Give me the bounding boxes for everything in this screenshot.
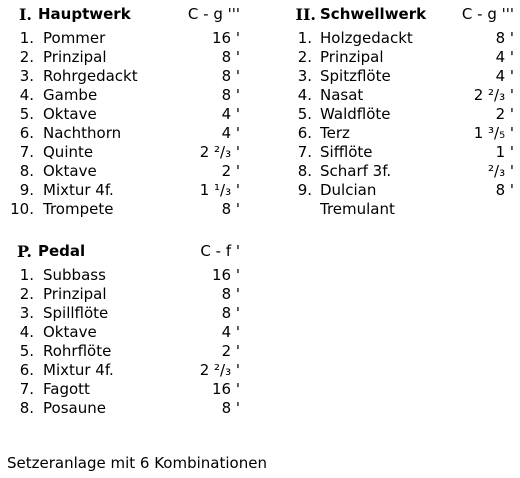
- stop-pitch: 4 ': [221, 105, 240, 123]
- stop-name: Fagott: [43, 380, 90, 398]
- stop-row: [282, 105, 514, 124]
- stop-row: [0, 323, 240, 342]
- stop-row: [0, 124, 240, 143]
- stop-row: [282, 29, 514, 48]
- stop-pitch: 16 ': [212, 380, 240, 398]
- stop-number: 8.: [297, 162, 312, 180]
- division-numeral: P.: [17, 242, 32, 261]
- division-name: Hauptwerk: [38, 5, 131, 23]
- stop-number: 3.: [297, 67, 312, 85]
- stop-pitch: 8 ': [221, 304, 240, 322]
- stop-row: [282, 143, 514, 162]
- stop-row: [282, 162, 514, 181]
- stop-row: [0, 200, 240, 219]
- stop-name: Sifflöte: [320, 143, 373, 161]
- stop-name: Subbass: [43, 266, 106, 284]
- stop-name: Nachthorn: [43, 124, 122, 142]
- stop-number: 1.: [19, 29, 34, 47]
- stop-row: [282, 124, 514, 143]
- stop-name: Terz: [320, 124, 350, 142]
- stop-number: 6.: [297, 124, 312, 142]
- division-header: [0, 5, 240, 29]
- stop-name: Oktave: [43, 323, 97, 341]
- stop-row: [282, 48, 514, 67]
- stop-row: [0, 29, 240, 48]
- stop-pitch: 1 ³/₅ ': [473, 124, 514, 142]
- stop-name: Trompete: [43, 200, 114, 218]
- stop-row: [282, 67, 514, 86]
- stop-name: Prinzipal: [320, 48, 384, 66]
- stop-name: Rohrflöte: [43, 342, 112, 360]
- stop-pitch: 2 ²/₃ ': [199, 143, 240, 161]
- stop-number: 3.: [19, 67, 34, 85]
- stop-name: Scharf 3f.: [320, 162, 392, 180]
- stop-row: [0, 266, 240, 285]
- stop-number: 5.: [19, 105, 34, 123]
- stop-row: [0, 285, 240, 304]
- manual-hauptwerk: [0, 5, 240, 219]
- stop-name: Holzgedackt: [320, 29, 413, 47]
- stop-pitch: 16 ': [212, 29, 240, 47]
- stop-number: 10.: [10, 200, 34, 218]
- stop-row: [0, 143, 240, 162]
- stop-number: 8.: [19, 399, 34, 417]
- stop-pitch: 1 ¹/₃ ': [199, 181, 240, 199]
- stop-name: Quinte: [43, 143, 94, 161]
- stop-pitch: 8 ': [221, 67, 240, 85]
- stop-number: 1.: [19, 266, 34, 284]
- stop-number: 6.: [19, 361, 34, 379]
- stop-row: [0, 162, 240, 181]
- stop-row: [0, 48, 240, 67]
- stop-number: 7.: [19, 380, 34, 398]
- stop-row: [0, 304, 240, 323]
- stop-number: 6.: [19, 124, 34, 142]
- stop-row: [282, 181, 514, 200]
- stop-row: [0, 342, 240, 361]
- division-name: Schwellwerk: [320, 5, 427, 23]
- stop-number: 7.: [19, 143, 34, 161]
- stop-number: 3.: [19, 304, 34, 322]
- stop-name: Spitzflöte: [320, 67, 391, 85]
- stop-number: 4.: [297, 86, 312, 104]
- stop-pitch: 8 ': [221, 399, 240, 417]
- stop-name: Pommer: [43, 29, 106, 47]
- stop-name: Dulcian: [320, 181, 377, 199]
- stop-name: Spillflöte: [43, 304, 109, 322]
- stop-pitch: ²/₃ ': [488, 162, 514, 180]
- stop-pitch: 2 ': [221, 342, 240, 360]
- stop-row: [0, 399, 240, 418]
- footer-note: Setzeranlage mit 6 Kombinationen: [7, 454, 267, 472]
- stop-pitch: 8 ': [221, 285, 240, 303]
- stop-pitch: 2 ²/₃ ': [199, 361, 240, 379]
- division-header: [0, 242, 240, 266]
- stop-pitch: 2 ²/₃ ': [473, 86, 514, 104]
- stop-name: Tremulant: [320, 200, 395, 218]
- stop-pitch: 8 ': [221, 48, 240, 66]
- stop-number: 2.: [19, 48, 34, 66]
- stop-number: 2.: [297, 48, 312, 66]
- stop-row: [282, 200, 514, 219]
- stop-name: Posaune: [43, 399, 106, 417]
- stop-list: [282, 29, 514, 219]
- stop-name: Prinzipal: [43, 48, 107, 66]
- stop-name: Nasat: [320, 86, 364, 104]
- division-numeral: II.: [295, 5, 316, 24]
- stop-name: Mixtur 4f.: [43, 181, 114, 199]
- stop-pitch: 8 ': [221, 86, 240, 104]
- stop-number: 4.: [19, 86, 34, 104]
- stop-name: Mixtur 4f.: [43, 361, 114, 379]
- stop-pitch: 1 ': [495, 143, 514, 161]
- division-compass: C - f ': [200, 242, 240, 260]
- stop-row: [0, 181, 240, 200]
- stop-row: [0, 105, 240, 124]
- stop-pitch: 8 ': [495, 29, 514, 47]
- stop-pitch: 4 ': [221, 323, 240, 341]
- stop-list: [0, 29, 240, 219]
- stop-number: 1.: [297, 29, 312, 47]
- stop-name: Oktave: [43, 105, 97, 123]
- stop-pitch: 16 ': [212, 266, 240, 284]
- stop-number: 5.: [297, 105, 312, 123]
- manual-pedal: [0, 242, 240, 418]
- stop-name: Rohrgedackt: [43, 67, 138, 85]
- stop-number: 2.: [19, 285, 34, 303]
- stop-pitch: 2 ': [221, 162, 240, 180]
- stop-pitch: 2 ': [495, 105, 514, 123]
- stop-row: [282, 86, 514, 105]
- stop-number: 5.: [19, 342, 34, 360]
- stop-row: [0, 67, 240, 86]
- stop-pitch: 8 ': [221, 200, 240, 218]
- stop-row: [0, 380, 240, 399]
- stop-name: Gambe: [43, 86, 98, 104]
- division-numeral: I.: [18, 5, 32, 24]
- stop-row: [0, 361, 240, 380]
- stop-name: Oktave: [43, 162, 97, 180]
- stop-row: [0, 86, 240, 105]
- stop-pitch: 4 ': [495, 67, 514, 85]
- stop-number: 8.: [19, 162, 34, 180]
- stop-list: [0, 266, 240, 418]
- manual-schwellwerk: [282, 5, 514, 219]
- stop-name: Waldflöte: [320, 105, 391, 123]
- division-compass: C - g ''': [461, 5, 514, 23]
- division-compass: C - g ''': [187, 5, 240, 23]
- stop-number: 4.: [19, 323, 34, 341]
- division-header: [282, 5, 514, 29]
- stop-pitch: 4 ': [495, 48, 514, 66]
- stop-number: 9.: [297, 181, 312, 199]
- division-name: Pedal: [38, 242, 86, 260]
- stop-pitch: 8 ': [495, 181, 514, 199]
- stop-number: 7.: [297, 143, 312, 161]
- stop-pitch: 4 ': [221, 124, 240, 142]
- stop-name: Prinzipal: [43, 285, 107, 303]
- stop-number: 9.: [19, 181, 34, 199]
